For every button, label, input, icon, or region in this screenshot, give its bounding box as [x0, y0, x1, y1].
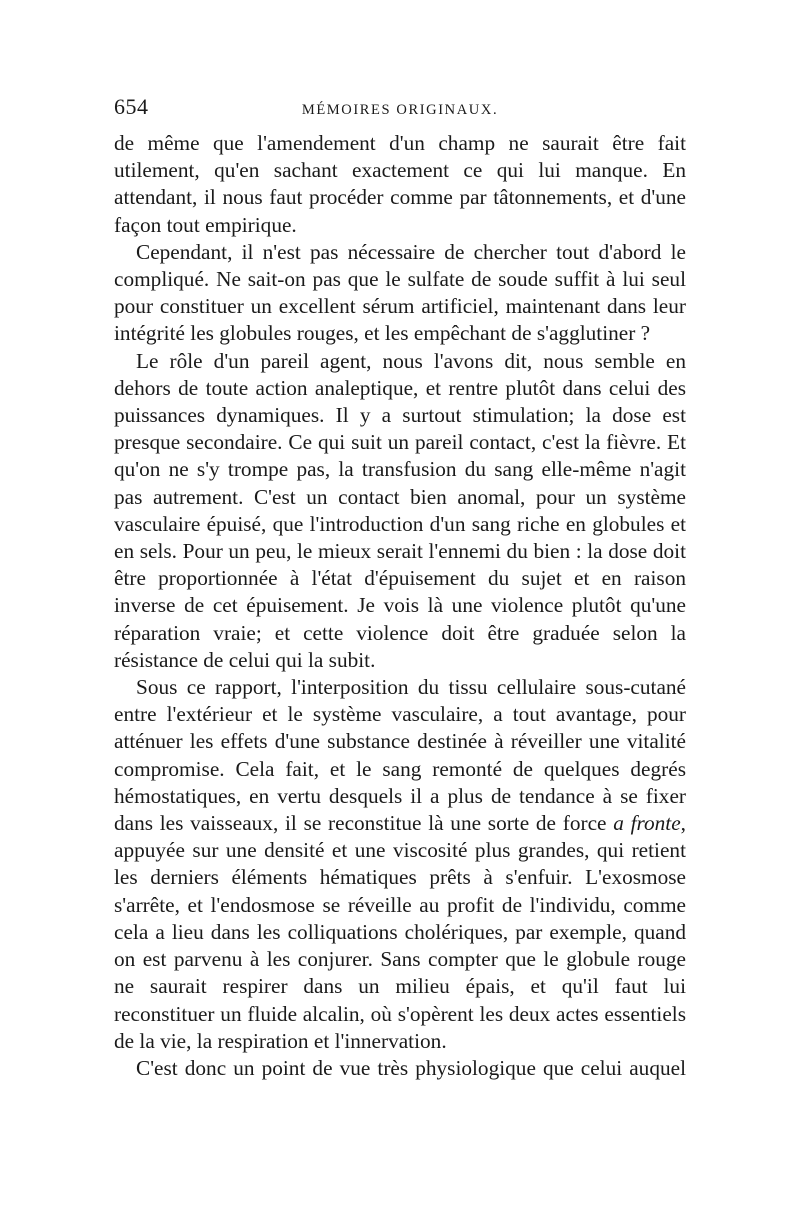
paragraph-4-text-start: Sous ce rapport, l'interposition du tissu cellulaire sous-cutané entre l'extérieur et le système vasculaire, a tout avantage, pour atténuer les effets d'une substance destinée à réveiller une vitalité compromise. Cela fait, et le sang remonté de quelques degrés hémostatiques, en vertu desquels il a plus de tendance à se fixer dans les vaisseaux, il se reconstitue là une sorte de force [114, 675, 686, 836]
book-page [114, 94, 686, 1082]
running-title: MÉMOIRES ORIGINAUX. [301, 102, 499, 118]
paragraph-3: Le rôle d'un pareil agent, nous l'avons dit, nous semble en dehors de toute action analeptique, et rentre plutôt dans celui des puissances dynamiques. Il y a surtout stimulation; la dose est presque secondaire. Ce qui suit un pareil contact, c'est la fièvre. Et qu'on ne s'y trompe pas, la transfusion du sang elle-même n'agit pas autrement. C'est un contact bien anomal, pour un système vasculaire épuisé, que l'introduction d'un sang riche en globules et en sels. Pour un peu, le mieux serait l'ennemi du bien : la dose doit être proportionnée à l'état d'épuisement du sujet et en raison inverse de cet épuisement. Je vois là une violence plutôt qu'une réparation vraie; et cette violence doit être graduée selon la résistance de celui qui la subit. [114, 348, 686, 672]
paragraph-5: C'est donc un point de vue très physiologique que celui auquel [136, 1055, 686, 1080]
page-number: 654 [114, 94, 149, 119]
italic-phrase: a fronte [613, 811, 681, 836]
paragraph-4 [114, 674, 686, 1055]
body-text [114, 130, 686, 1082]
paragraph-2: Cependant, il n'est pas nécessaire de chercher tout d'abord le compliqué. Ne sait-on pas que le sulfate de soude suffit à lui seul pour constituer un excellent sérum artificiel, maintenant dans leur intégrité les globules rouges, et les empêchant de s'agglutiner ? [114, 239, 686, 346]
running-head [114, 94, 686, 130]
paragraph-1: de même que l'amendement d'un champ ne saurait être fait utilement, qu'en sachant exactement ce qui lui manque. En attendant, il nous faut procéder comme par tâtonnements, et d'une façon tout empirique. [114, 131, 686, 237]
paragraph-4-text-end: , appuyée sur une densité et une viscosité plus grandes, qui retient les derniers éléments hématiques prêts à s'enfuir. L'exosmose s'arrête, et l'endosmose se réveille au profit de l'individu, comme cela a lieu dans les colliquations cholériques, par exemple, quand on est parvenu à les conjurer. Sans compter que le globule rouge ne saurait respirer dans un milieu épais, et qu'il faut lui reconstituer un fluide alcalin, où s'opèrent les deux actes essentiels de la vie, la respiration et l'innervation. [114, 811, 686, 1053]
